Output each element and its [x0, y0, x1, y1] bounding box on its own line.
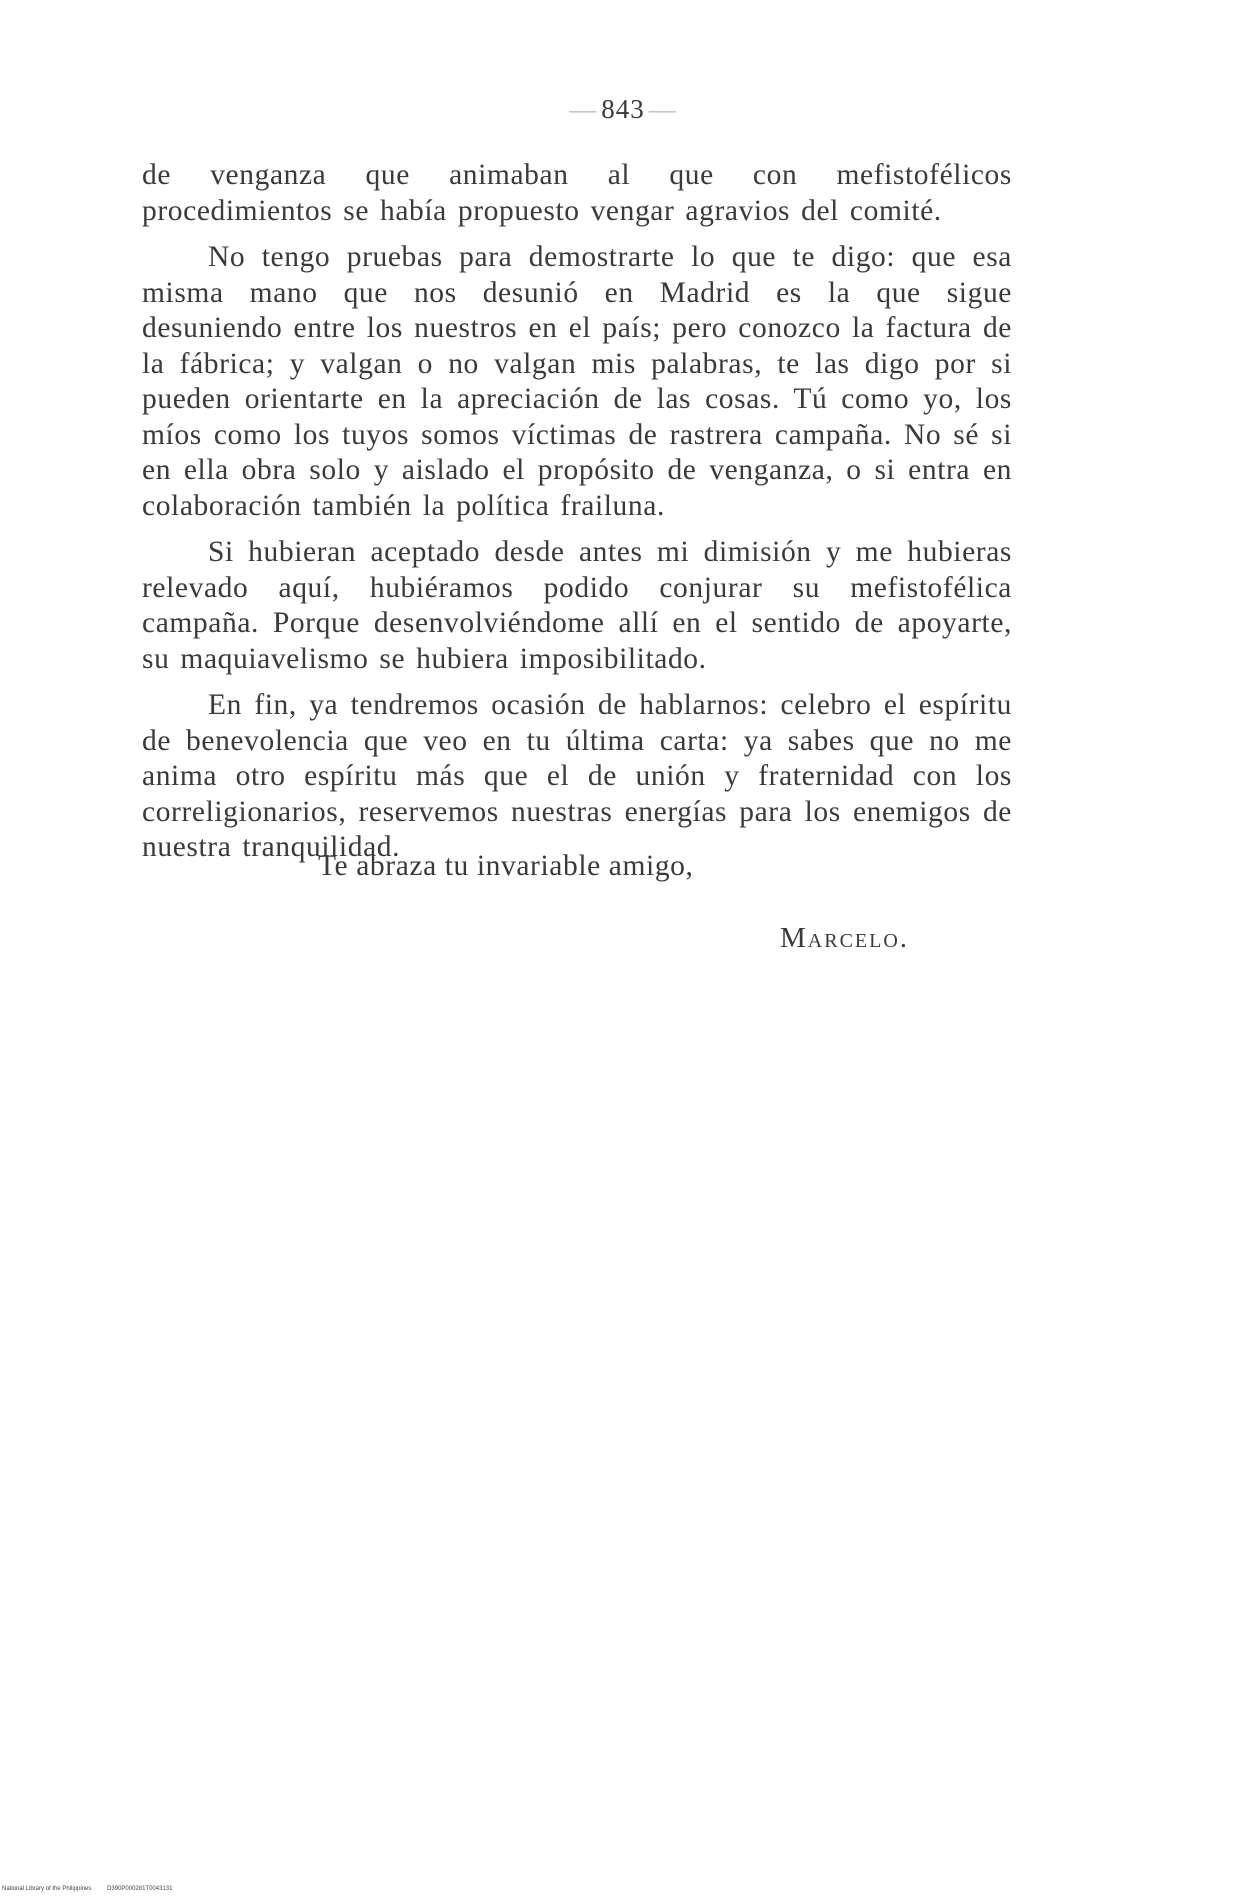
page-number-left-dash: — [569, 94, 598, 124]
scan-footer [2, 1886, 186, 1892]
closing-line: Te abraza tu invariable amigo, [318, 850, 694, 882]
paragraph-4: En fin, ya tendremos ocasión de hablarnos: celebro el espíritu de benevolencia que veo en tu última carta: ya sabes que no me anima otro espíritu más que el de unión y fraternidad con los correligionarios, reservemos nuestras energías para los enemigos de nuestra tranquilidad. [142, 689, 1012, 863]
page-number [0, 94, 1246, 125]
page-number-value: 843 [601, 94, 645, 124]
signature: Marcelo. [780, 922, 910, 954]
footer-library: National Library of the Philippines [2, 1886, 92, 1892]
paragraph-3: Si hubieran aceptado desde antes mi dimisión y me hubieras relevado aquí, hubiéramos podido conjurar su mefistofélica campaña. Porque desenvolviéndome allí en el sentido de apoyarte, su maquiavelismo se hubiera imposibilitado. [142, 536, 1012, 675]
paragraph-1: de venganza que animaban al que con mefistofélicos procedimientos se había propuesto vengar agravios del comité. [142, 159, 1012, 227]
paragraph-2: No tengo pruebas para demostrarte lo que te digo: que esa misma mano que nos desunió en Madrid es la que sigue desuniendo entre los nuestros en el país; pero conozco la factura de la fábrica; y valgan o no valgan mis palabras, te las digo por si pueden orientarte en la apreciación de las cosas. Tú como yo, los míos como los tuyos somos víctimas de rastrera campaña. No sé si en ella obra solo y aislado el propósito de venganza, o si entra en colaboración también la política frailuna. [142, 241, 1012, 522]
letter-body [142, 158, 1012, 877]
footer-code: D390P000281T0043131 [107, 1886, 173, 1892]
page-number-right-dash: — [648, 94, 677, 124]
